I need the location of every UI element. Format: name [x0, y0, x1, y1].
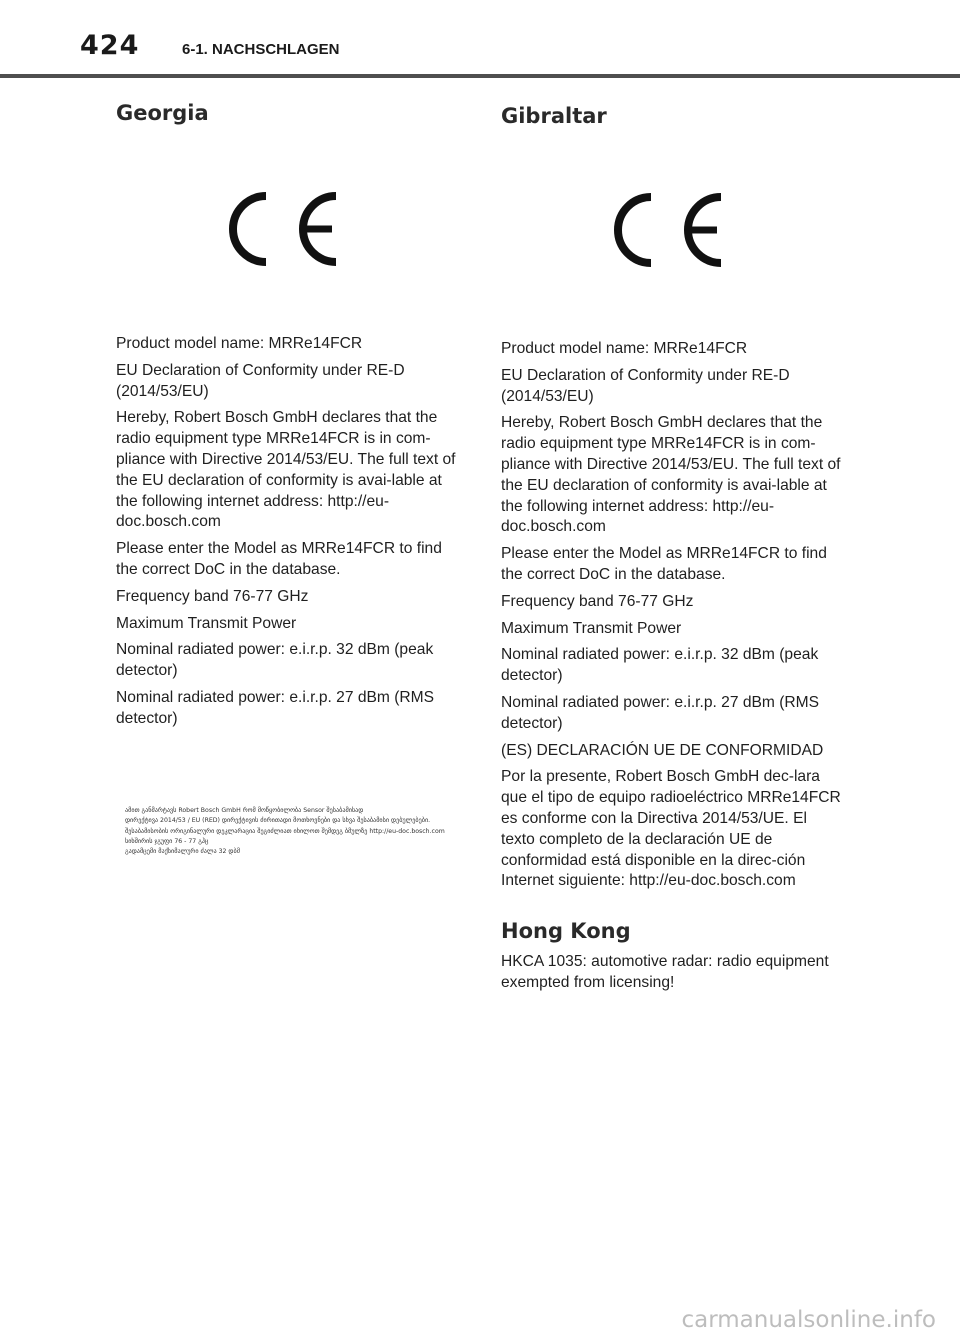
paragraph: EU Declaration of Conformity under RE-D (2014/53/EU) [501, 366, 790, 405]
paragraph: Maximum Transmit Power [501, 619, 682, 637]
paragraph: Please enter the Model as MRRe14FCR to find the correct DoC in the database. [501, 545, 827, 583]
paragraph: Maximum Transmit Power [116, 614, 297, 632]
paragraph: Por la presente, Robert Bosch GmbH dec-lara que el tipo de equipo radioeléctrico MRRe14FCR es conforme con la Directiva 2014/53/UE. El texto completo de la declaración UE de conformidad está disponible en la direc-ción Internet siguiente: http://eu-doc.bosch.com [501, 768, 841, 890]
georgian-line: სიხშირის ჯგუფი 76 - 77 გჰც [125, 837, 209, 845]
page-header [0, 0, 960, 80]
georgian-line: შესაბამისობის ორიგინალური დეკლარაცია შეგიძლიათ იხილოთ შემდეგ ბმულზე http://eu-doc.bosch.com [125, 827, 445, 835]
gibraltar-text [501, 339, 841, 994]
gibraltar-heading: Gibraltar [501, 104, 607, 128]
paragraph: Nominal radiated power: e.i.r.p. 27 dBm (RMS detector) [501, 693, 820, 732]
paragraph: Hereby, Robert Bosch GmbH declares that the radio equipment type MRRe14FCR is in com-pliance with Directive 2014/53/EU. The full text of the EU declaration of conformity is avai-lable at the following internet address: http://eu-doc.bosch.com [501, 414, 841, 536]
watermark: carmanualsonline.info [681, 1307, 936, 1333]
paragraph: Product model name: MRRe14FCR [116, 335, 363, 352]
ce-mark-icon [613, 191, 725, 269]
section-title: 6-1. NACHSCHLAGEN [182, 41, 340, 58]
paragraph: Frequency band 76-77 GHz [116, 587, 309, 605]
paragraph: Product model name: MRRe14FCR [501, 340, 748, 357]
header-divider [0, 74, 960, 78]
georgia-heading: Georgia [116, 101, 209, 125]
georgian-line: ამით განმარტავს Robert Bosch GmbH რომ მოწყობილობა Sensor შესაბამისად [125, 807, 364, 814]
ce-mark-icon [228, 190, 340, 268]
georgian-declaration-image [125, 806, 465, 857]
paragraph: Nominal radiated power: e.i.r.p. 27 dBm (RMS detector) [116, 688, 435, 727]
paragraph: Frequency band 76-77 GHz [501, 592, 694, 610]
left-column [116, 100, 456, 736]
paragraph: EU Declaration of Conformity under RE-D (2014/53/EU) [116, 361, 405, 400]
page-number: 424 [80, 30, 140, 61]
georgian-line: გადამცემი მაქსიმალური ძალა 32 დბმ [125, 848, 240, 856]
paragraph: Nominal radiated power: e.i.r.p. 32 dBm (peak detector) [116, 641, 434, 680]
paragraph: Nominal radiated power: e.i.r.p. 32 dBm (peak detector) [501, 646, 819, 685]
hong-kong-text: HKCA 1035: automotive radar: radio equipment exempted from licensing! [501, 953, 829, 991]
paragraph: (ES) DECLARACIÓN UE DE CONFORMIDAD [501, 741, 824, 759]
paragraph: Please enter the Model as MRRe14FCR to find the correct DoC in the database. [116, 540, 442, 578]
paragraph: Hereby, Robert Bosch GmbH declares that the radio equipment type MRRe14FCR is in com-pliance with Directive 2014/53/EU. The full text of the EU declaration of conformity is avai-lable at the following internet address: http://eu-doc.bosch.com [116, 409, 456, 531]
georgian-line: დირექტივა 2014/53 / EU (RED) დირექტივის ძირითადი მოთხოვნები და სხვა შესაბამისი დებულებები. [125, 817, 431, 825]
hong-kong-heading: Hong Kong [501, 919, 631, 944]
georgia-text [116, 334, 456, 730]
right-column [501, 103, 841, 1000]
